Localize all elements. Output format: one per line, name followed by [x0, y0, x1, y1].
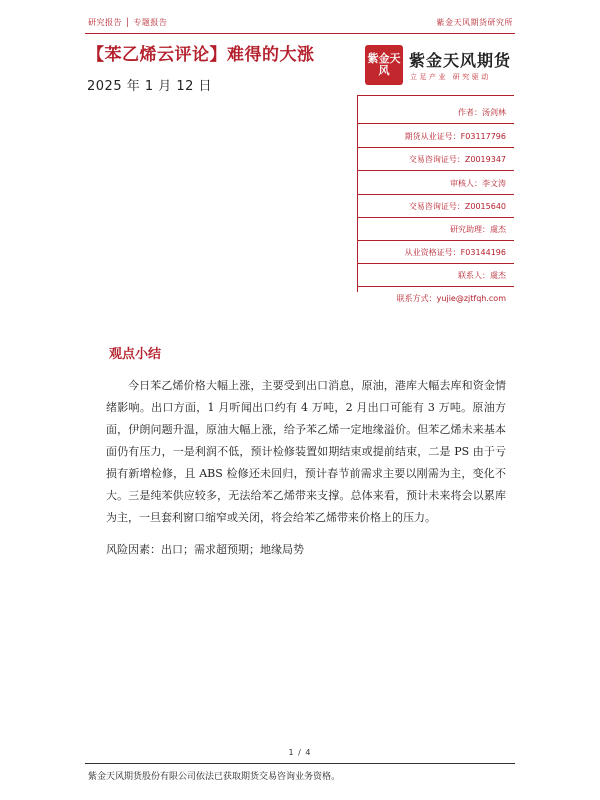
divider: [358, 147, 514, 148]
contact-email-link[interactable]: 联系方式：yujie@zjtfqh.com: [396, 294, 506, 303]
page-number: 1 / 4: [288, 748, 312, 757]
report-date: 2025 年 1 月 12 日: [87, 79, 213, 94]
author-info-box: [357, 95, 514, 303]
reviewer-name: 审核人：李文涛: [450, 179, 506, 188]
author-consult-number: 交易咨询证号：Z0019347: [408, 155, 506, 164]
logo-company-name: 紫金天风期货: [409, 51, 512, 70]
logo-mark-icon: 紫金天风: [365, 45, 403, 85]
footer-disclaimer: 紫金天风期货股份有限公司依法已获取期货交易咨询业务资格。: [88, 772, 341, 782]
risk-factors: 风险因素：出口；需求超预期；地缘局势: [106, 543, 304, 556]
summary-paragraph: 今日苯乙烯价格大幅上涨，主要受到出口消息，原油，港库大幅去库和资金情绪影响。出口方面，1 月听闻出口约有 4 万吨，2 月出口可能有 3 万吨。原油方面，伊朗问题升温，原油大幅上涨，给予苯乙烯一定地缘溢价。但苯乙烯未来基本面仍有压力，一是利润不低，预计检修装置如期结束或提前结束，二是 PS 由于亏损有新增检修，且 ABS 检修还未回归，预计春节前需求主要以刚需为主，变化不大。三是纯苯供应较多，无法给苯乙烯带来支撑。总体来看，预计未来将会以累库为主，一旦套利窗口缩窄或关闭，将会给苯乙烯带来价格上的压力。: [106, 379, 506, 524]
footer-divider: [85, 763, 515, 764]
research-assistant: 研究助理：虞杰: [450, 225, 506, 234]
logo-slogan: 立足产业 研究驱动: [410, 73, 491, 81]
divider: [358, 240, 514, 241]
divider: [358, 217, 514, 218]
report-title: 【苯乙烯云评论】难得的大涨: [87, 45, 315, 65]
section-heading: 观点小结: [109, 347, 162, 362]
divider: [358, 170, 514, 171]
report-category: 研究报告 │ 专题报告: [88, 18, 168, 27]
contact-person: 联系人：虞杰: [458, 271, 506, 280]
assistant-qualification: 从业资格证号：F03144196: [404, 248, 506, 257]
divider: [358, 263, 514, 264]
report-header-bar: [85, 13, 515, 34]
divider: [358, 123, 514, 124]
divider: [358, 95, 514, 96]
divider: [358, 194, 514, 195]
company-logo: [365, 45, 515, 91]
institute-name: 紫金天风期货研究所: [436, 18, 513, 27]
reviewer-consult-number: 交易咨询证号：Z0015640: [408, 202, 506, 211]
author-qualification: 期货从业证号：F03117796: [404, 132, 506, 141]
author-name: 作者：汤剑林: [458, 108, 506, 117]
divider: [358, 286, 514, 287]
